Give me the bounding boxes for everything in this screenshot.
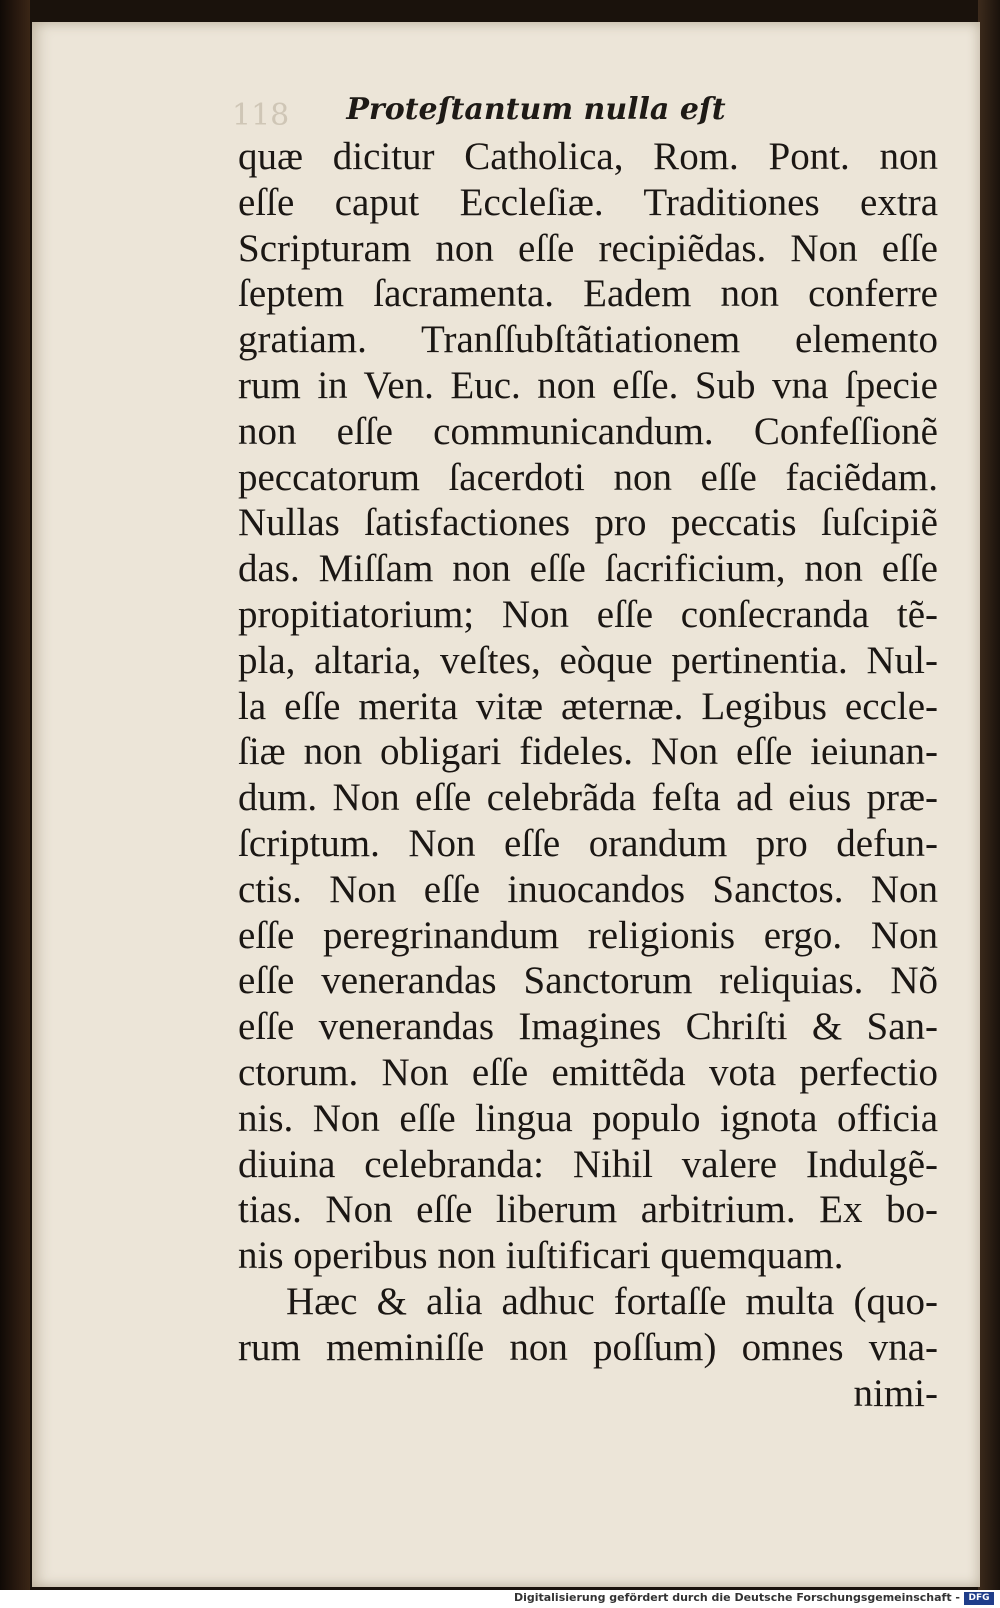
book-spine-edge — [0, 0, 30, 1590]
text-line: nis. Non eſſe lingua populo ignota officia — [238, 1096, 938, 1140]
body-text — [238, 134, 938, 1416]
text-line: ſcriptum. Non eſſe orandum pro defun- — [238, 821, 938, 865]
text-line: gratiam. Tranſſubſtãtiationem elemento — [238, 318, 938, 362]
text-line: Nullas ſatisfactiones pro peccatis ſuſcipiẽ — [238, 501, 938, 545]
text-line: das. Miſſam non eſſe ſacrificium, non eſſe — [238, 547, 938, 591]
dfg-logo-icon: DFG — [964, 1592, 994, 1605]
book-right-edge — [978, 0, 1000, 1590]
text-line: quæ dicitur Catholica, Rom. Pont. non — [238, 135, 938, 178]
text-line: eſſe venerandas Sanctorum reliquias. Nõ — [238, 959, 938, 1003]
page-number-ghost: 118 — [232, 98, 290, 133]
text-line: rum meminiſſe non poſſum) omnes vna- — [238, 1325, 938, 1369]
text-line: propitiatorium; Non eſſe conſecranda tẽ- — [238, 592, 938, 636]
text-line: eſſe venerandas Imagines Chriſti & San- — [238, 1005, 938, 1049]
text-line: nis operibus non iuſtificari quemquam. — [238, 1234, 844, 1278]
text-line: ctorum. Non eſſe emittẽda vota perfectio — [238, 1050, 938, 1094]
text-line: ſiæ non obligari fideles. Non eſſe ieiunan- — [238, 730, 938, 774]
text-line: pla, altaria, veſtes, eòque pertinentia. Nul- — [238, 638, 938, 682]
running-head: Proteſtantum nulla eſt — [346, 92, 726, 127]
text-line: eſſe peregrinandum religionis ergo. Non — [238, 913, 938, 957]
text-line: non eſſe communicandum. Confeſſionẽ — [238, 409, 938, 453]
text-line: ctis. Non eſſe inuocandos Sanctos. Non — [238, 867, 938, 911]
text-line: dum. Non eſſe celebrãda feſta ad eius præ- — [238, 776, 938, 820]
text-line: Scripturam non eſſe recipiẽdas. Non eſſe — [238, 226, 938, 270]
catchword: nimi- — [853, 1371, 938, 1415]
text-line: ſeptem ſacramenta. Eadem non conferre — [238, 272, 938, 316]
book-page — [32, 22, 980, 1587]
text-line: peccatorum ſacerdoti non eſſe faciẽdam. — [238, 455, 938, 499]
text-line: rum in Ven. Euc. non eſſe. Sub vna ſpecie — [238, 363, 938, 407]
footer-credit: Digitalisierung gefördert durch die Deutsche Forschungsgemeinschaft - — [513, 1591, 960, 1604]
text-line: diuina celebranda: Nihil valere Indulgẽ- — [238, 1142, 938, 1186]
text-line-indented: Hæc & alia adhuc fortaſſe multa (quo- — [286, 1279, 938, 1323]
text-line: la eſſe merita vitæ æternæ. Legibus eccle- — [238, 684, 938, 728]
text-line: tias. Non eſſe liberum arbitrium. Ex bo- — [238, 1188, 938, 1232]
text-line: eſſe caput Eccleſiæ. Traditiones extra — [238, 180, 938, 224]
